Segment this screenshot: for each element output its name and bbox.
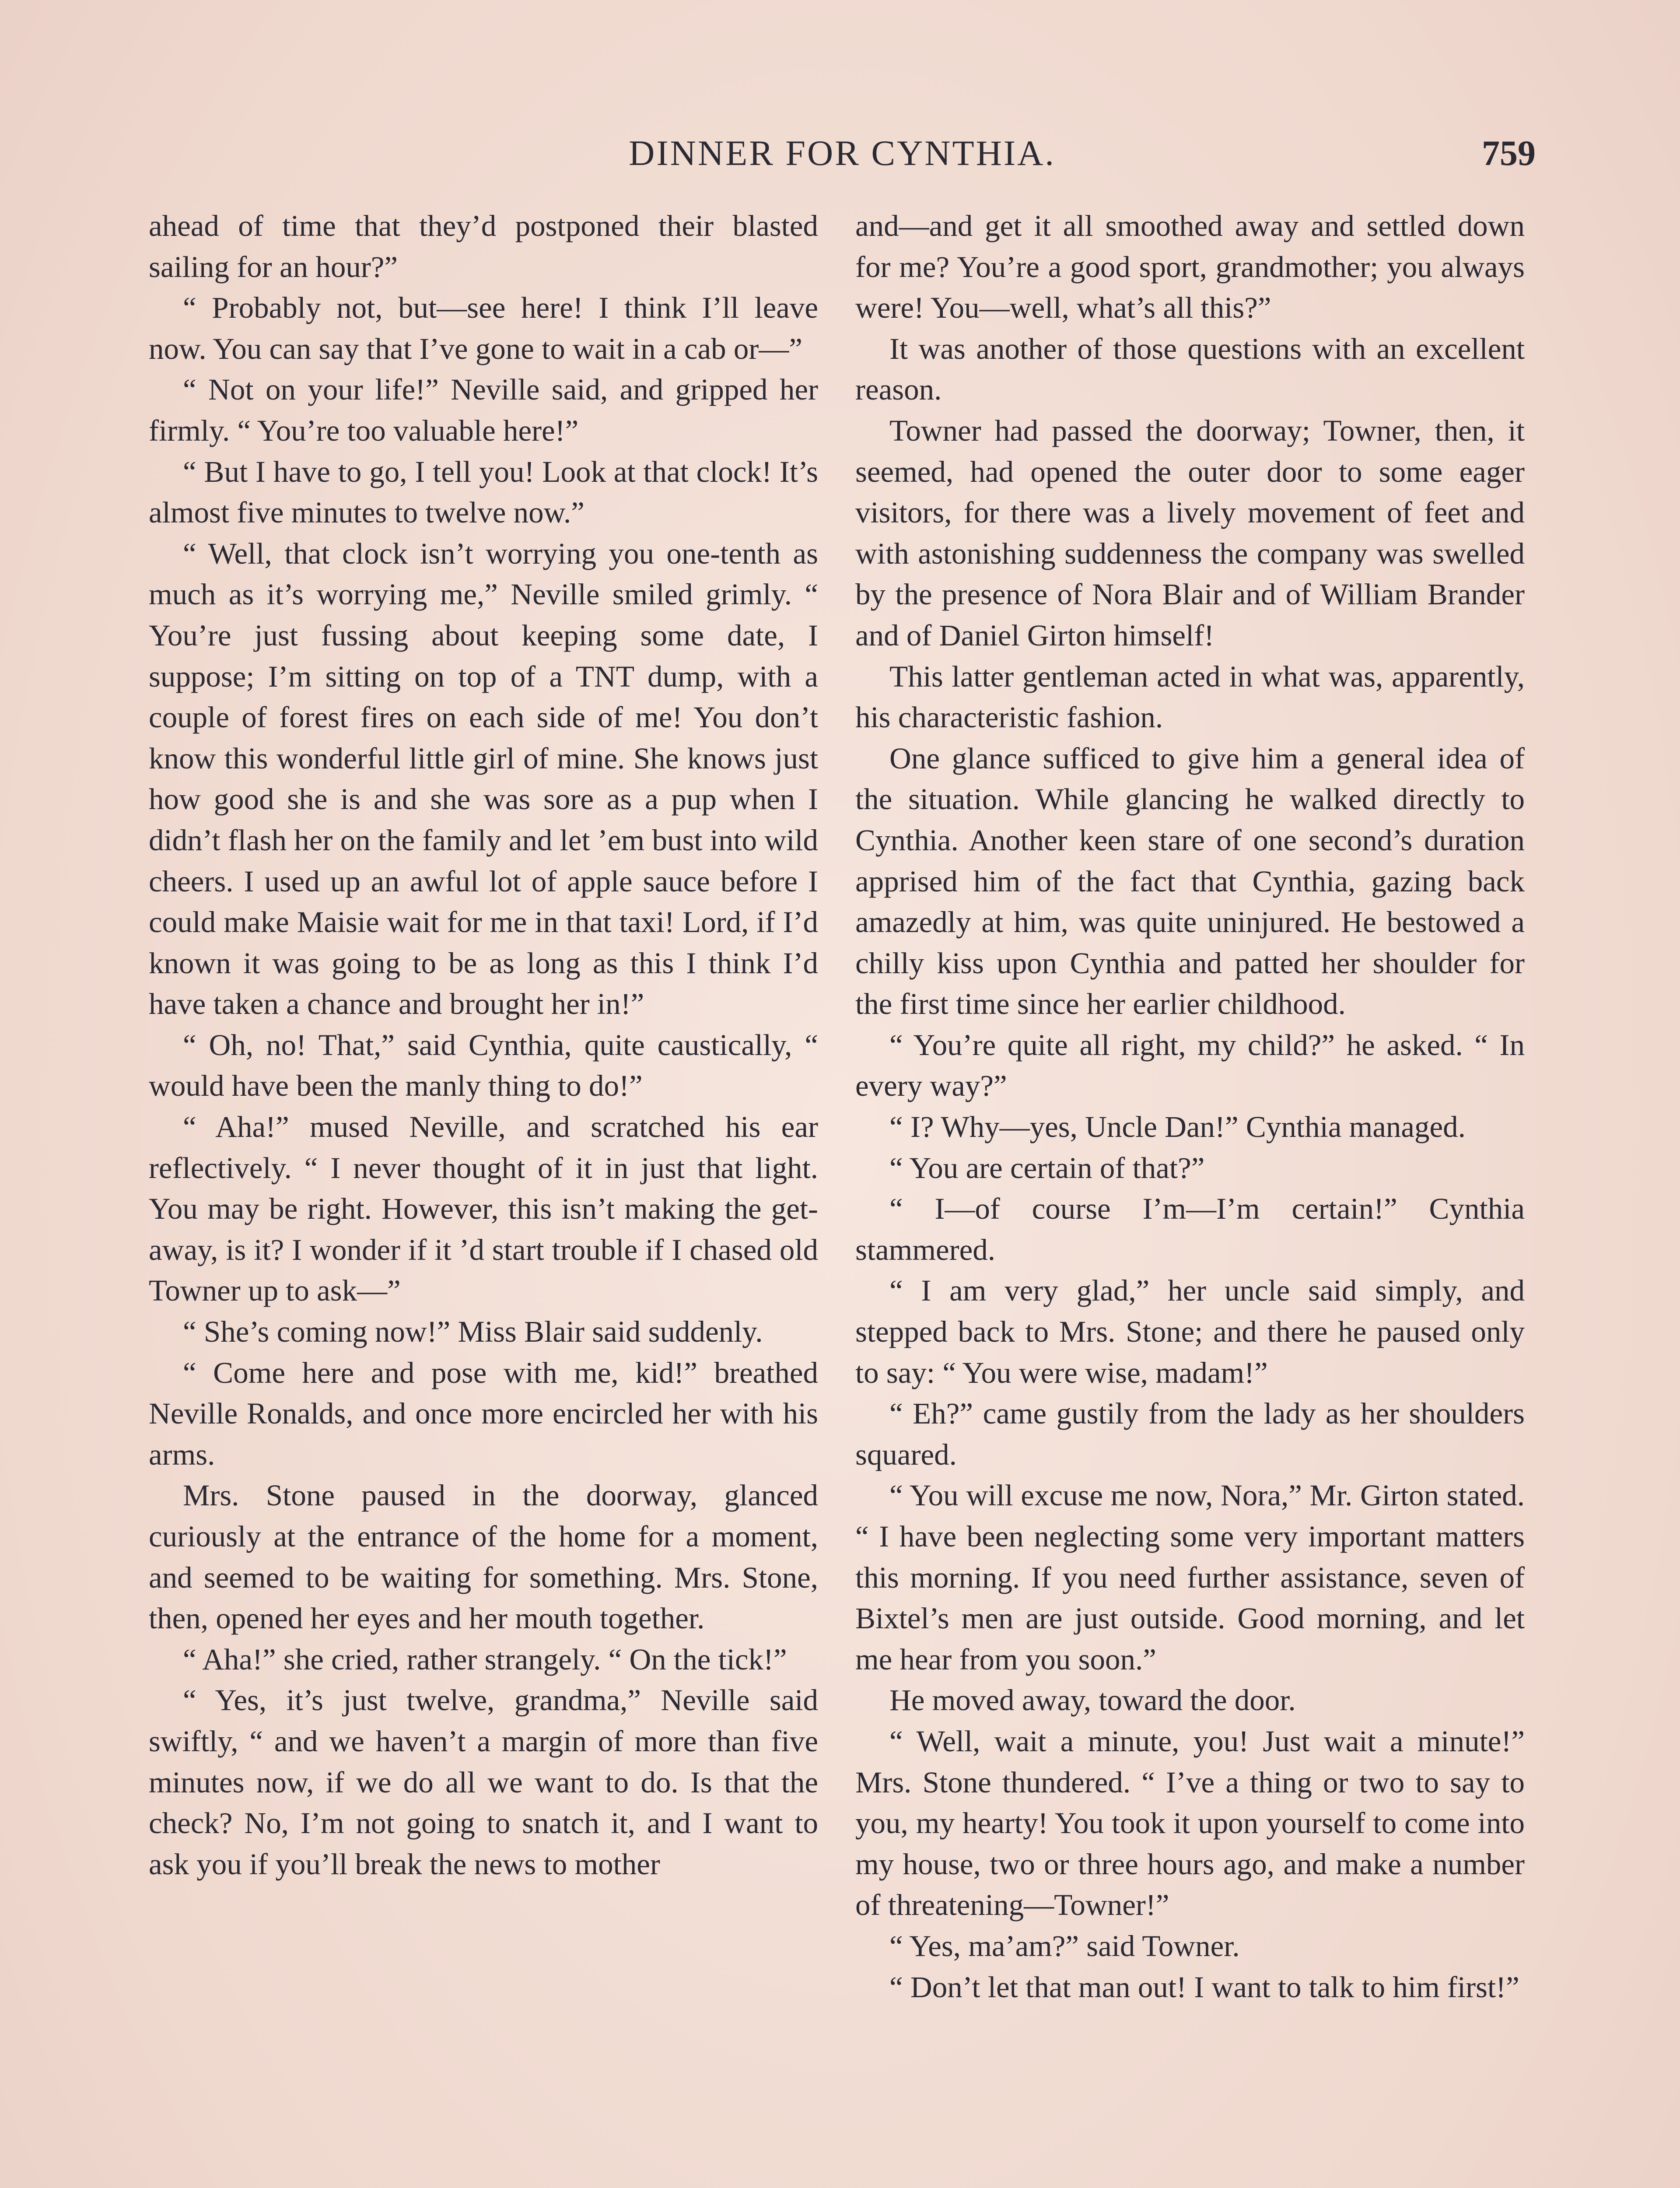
paragraph: “ Don’t let that man out! I want to talk to him first!” [889,1970,1519,2004]
paragraph: and—and get it all smoothed away and settled down for me? You’re a good sport, grandmother; you always were! You—well, what’s all this?” [855,209,1525,325]
left-column [149,206,818,1885]
paragraph: “ Aha!” she cried, rather strangely. “ On the tick!” [183,1642,787,1676]
running-title: DINNER FOR CYNTHIA. [629,133,1056,173]
paragraph: “ Oh, no! That,” said Cynthia, quite caustically, “ would have been the manly thing to do!” [149,1028,818,1103]
paragraph: “ Probably not, but—see here! I think I’ll leave now. You can say that I’ve gone to wait in a cab or—” [149,291,818,365]
paragraph: “ I? Why—yes, Uncle Dan!” Cynthia managed. [889,1110,1466,1144]
paragraph: “ Yes, it’s just twelve, grandma,” Neville said swiftly, “ and we haven’t a margin of more than five minutes now, if we do all we want to do. Is that the check? No, I’m not going to snatch it, and I want to ask you if you’ll break the news to mother [149,1683,818,1881]
paragraph: “ I am very glad,” her uncle said simply, and stepped back to Mrs. Stone; and there he paused only to say: “ You were wise, madam!” [855,1274,1525,1389]
page-number: 759 [1482,133,1536,173]
paragraph: “ Not on your life!” Neville said, and gripped her firmly. “ You’re too valuable here!” [149,373,818,447]
page-header [149,129,1536,177]
paragraph: “ You will excuse me now, Nora,” Mr. Girton stated. “ I have been neglecting some very important matters this morning. If you need further assistance, seven of Bixtel’s men are just outside. Good morning, and let me hear from you soon.” [855,1479,1525,1676]
paragraph: One glance sufficed to give him a general idea of the situation. While glancing he walked directly to Cynthia. Another keen stare of one second’s duration apprised him of the fact that Cynthia, gazing back amazedly at him, was quite uninjured. He bestowed a chilly kiss upon Cynthia and patted her shoulder for the first time since her earlier childhood. [855,741,1525,1021]
paragraph: Mrs. Stone paused in the doorway, glanced curiously at the entrance of the home for a moment, and seemed to be waiting for something. Mrs. Stone, then, opened her eyes and her mouth together. [149,1479,818,1635]
paragraph: This latter gentleman acted in what was, apparently, his characteristic fashion. [855,659,1525,734]
paragraph: “ Yes, ma’am?” said Towner. [889,1929,1240,1963]
paragraph: Towner had passed the doorway; Towner, then, it seemed, had opened the outer door to some eager visitors, for there was a lively movement of feet and with astonishing suddenness the company was swelled by the presence of Nora Blair and of William Brander and of Daniel Girton himself! [855,414,1525,652]
paragraph: ahead of time that they’d postponed their blasted sailing for an hour?” [149,209,818,284]
paragraph: “ Eh?” came gustily from the lady as her shoulders squared. [855,1397,1525,1471]
paragraph: “ She’s coming now!” Miss Blair said suddenly. [183,1315,763,1349]
paragraph: “ I—of course I’m—I’m certain!” Cynthia stammered. [855,1192,1525,1266]
paragraph: “ Aha!” mused Neville, and scratched his ear reflectively. “ I never thought of it in just that light. You may be right. However, this isn’t making the get-away, is it? I wonder if it ’d start trouble if I chased old Towner up to ask—” [149,1110,818,1308]
paragraph: “ You’re quite all right, my child?” he asked. “ In every way?” [855,1028,1525,1103]
paragraph: He moved away, toward the door. [889,1683,1296,1717]
paragraph: “ You are certain of that?” [889,1151,1205,1185]
paragraph: “ Come here and pose with me, kid!” breathed Neville Ronalds, and once more encircled her with his arms. [149,1356,818,1471]
paragraph: “ Well, that clock isn’t worrying you one-tenth as much as it’s worrying me,” Neville smiled grimly. “ You’re just fussing about keeping some date, I suppose; I’m sitting on top of a TNT dump, with a couple of forest fires on each side of me! You don’t know this wonderful little girl of mine. She knows just how good she is and she was sore as a pup when I didn’t flash her on the family and let ’em bust into wild cheers. I used up an awful lot of apple sauce before I could make Maisie wait for me in that taxi! Lord, if I’d known it was going to be as long as this I think I’d have taken a chance and brought her in!” [149,536,818,1021]
right-column [855,206,1525,2008]
paragraph: It was another of those questions with an excellent reason. [855,332,1525,407]
paragraph: “ Well, wait a minute, you! Just wait a minute!” Mrs. Stone thundered. “ I’ve a thing or two to say to you, my hearty! You took it upon yourself to come into my house, two or three hours ago, and make a number of threatening—Towner!” [855,1724,1525,1922]
paragraph: “ But I have to go, I tell you! Look at that clock! It’s almost five minutes to twelve now.” [149,455,818,529]
